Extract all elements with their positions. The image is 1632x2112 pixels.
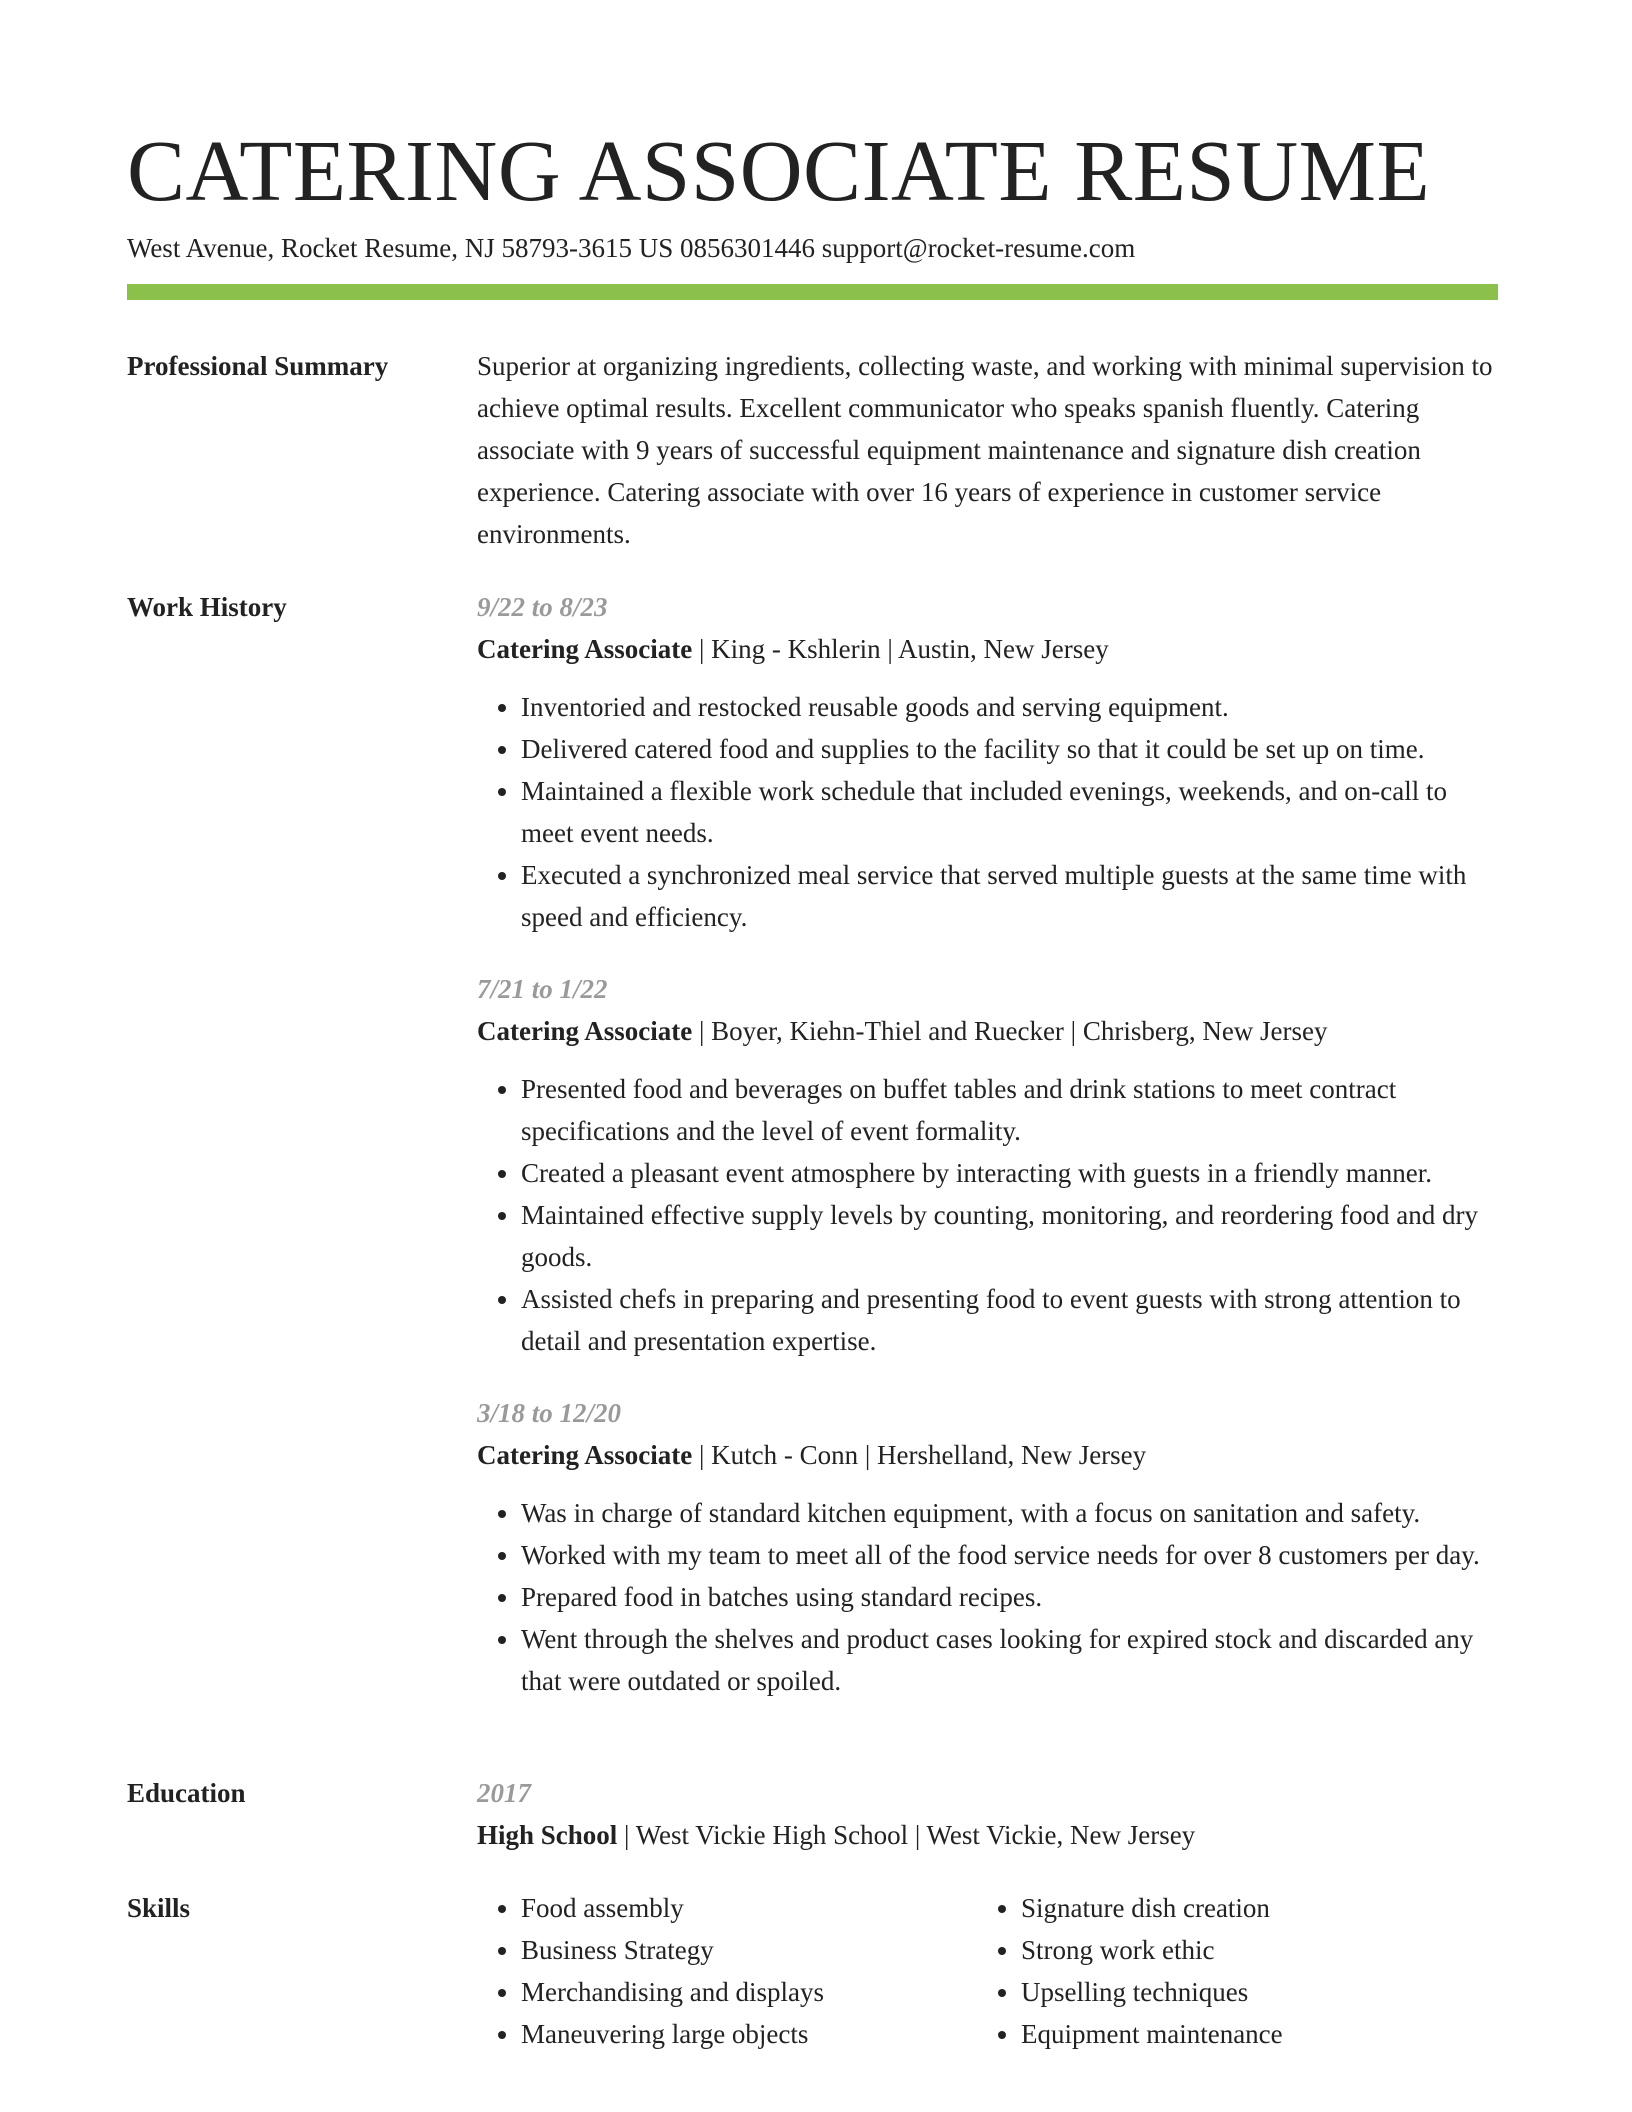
job-title-line: [477, 1010, 1498, 1052]
job-title-line: [477, 628, 1498, 670]
list-item: • Maneuvering large objects: [521, 2013, 824, 2055]
skills-list-right: [977, 1887, 1283, 2055]
list-item: • Inventoried and restocked reusable goods and serving equipment.: [521, 686, 1498, 728]
list-item: • Equipment maintenance: [1021, 2013, 1283, 2055]
contact-line: West Avenue, Rocket Resume, NJ 58793-3615 US 0856301446 support@rocket-resume.com: [127, 233, 1136, 263]
list-item: • Worked with my team to meet all of the food service needs for over 8 customers per day.: [521, 1534, 1498, 1576]
job-role: Catering Associate: [477, 634, 693, 664]
education-year: 2017: [477, 1778, 531, 1808]
list-item: • Food assembly: [521, 1887, 824, 1929]
job-dates: 3/18 to 12/20: [477, 1398, 622, 1428]
list-item: • Assisted chefs in preparing and presenting food to event guests with strong attention to detail and presentation expertise.: [521, 1278, 1498, 1362]
job-details: | King - Kshlerin | Austin, New Jersey: [692, 634, 1109, 664]
skills-list-left: [477, 1887, 824, 2055]
education-body: [477, 1772, 1498, 1856]
summary-text: Superior at organizing ingredients, collecting waste, and working with minimal supervision to achieve optimal results. Excellent communicator who speaks spanish fluently. Catering associate with 9 years of successful equipment maintenance and signature dish creation experience. Catering associate with over 16 years of experience in customer service environments.: [477, 351, 1493, 549]
job-details: | Boyer, Kiehn-Thiel and Ruecker | Chrisberg, New Jersey: [692, 1016, 1328, 1046]
job-role: Catering Associate: [477, 1440, 693, 1470]
job-bullets: [477, 686, 1498, 938]
job-entry: [477, 1392, 1498, 1702]
list-item: • Maintained effective supply levels by counting, monitoring, and reordering food and dry goods.: [521, 1194, 1498, 1278]
list-item: • Delivered catered food and supplies to the facility so that it could be set up on time.: [521, 728, 1498, 770]
job-details: | Kutch - Conn | Hershelland, New Jersey: [692, 1440, 1147, 1470]
list-item: • Executed a synchronized meal service that served multiple guests at the same time with speed and efficiency.: [521, 854, 1498, 938]
education-degree: High School: [477, 1820, 618, 1850]
job-title-line: [477, 1434, 1498, 1476]
list-item: • Signature dish creation: [1021, 1887, 1283, 1929]
list-item: • Strong work ethic: [1021, 1929, 1283, 1971]
job-role: Catering Associate: [477, 1016, 693, 1046]
list-item: • Went through the shelves and product cases looking for expired stock and discarded any that were outdated or spoiled.: [521, 1618, 1498, 1702]
job-dates: 9/22 to 8/23: [477, 592, 608, 622]
list-item: • Business Strategy: [521, 1929, 824, 1971]
work-history-heading: Work History: [127, 592, 287, 622]
summary-heading: Professional Summary: [127, 351, 389, 381]
education-heading: Education: [127, 1778, 246, 1808]
list-item: • Maintained a flexible work schedule that included evenings, weekends, and on-call to meet event needs.: [521, 770, 1498, 854]
job-bullets: [477, 1492, 1498, 1702]
job-bullets: [477, 1068, 1498, 1362]
list-item: • Upselling techniques: [1021, 1971, 1283, 2013]
job-dates: 7/21 to 1/22: [477, 974, 608, 1004]
skills-heading: Skills: [127, 1893, 191, 1923]
work-history-body: [477, 586, 1498, 1702]
list-item: • Prepared food in batches using standard recipes.: [521, 1576, 1498, 1618]
job-entry: [477, 968, 1498, 1362]
list-item: • Merchandising and displays: [521, 1971, 824, 2013]
accent-divider: [127, 284, 1498, 300]
education-line: [477, 1814, 1498, 1856]
resume-title: CATERING ASSOCIATE RESUME: [127, 122, 1431, 219]
summary-body: [477, 345, 1498, 555]
list-item: • Presented food and beverages on buffet tables and drink stations to meet contract specifications and the level of event formality.: [521, 1068, 1498, 1152]
list-item: • Created a pleasant event atmosphere by interacting with guests in a friendly manner.: [521, 1152, 1498, 1194]
job-entry: [477, 586, 1498, 938]
education-details: | West Vickie High School | West Vickie, New Jersey: [617, 1820, 1196, 1850]
list-item: • Was in charge of standard kitchen equipment, with a focus on sanitation and safety.: [521, 1492, 1498, 1534]
